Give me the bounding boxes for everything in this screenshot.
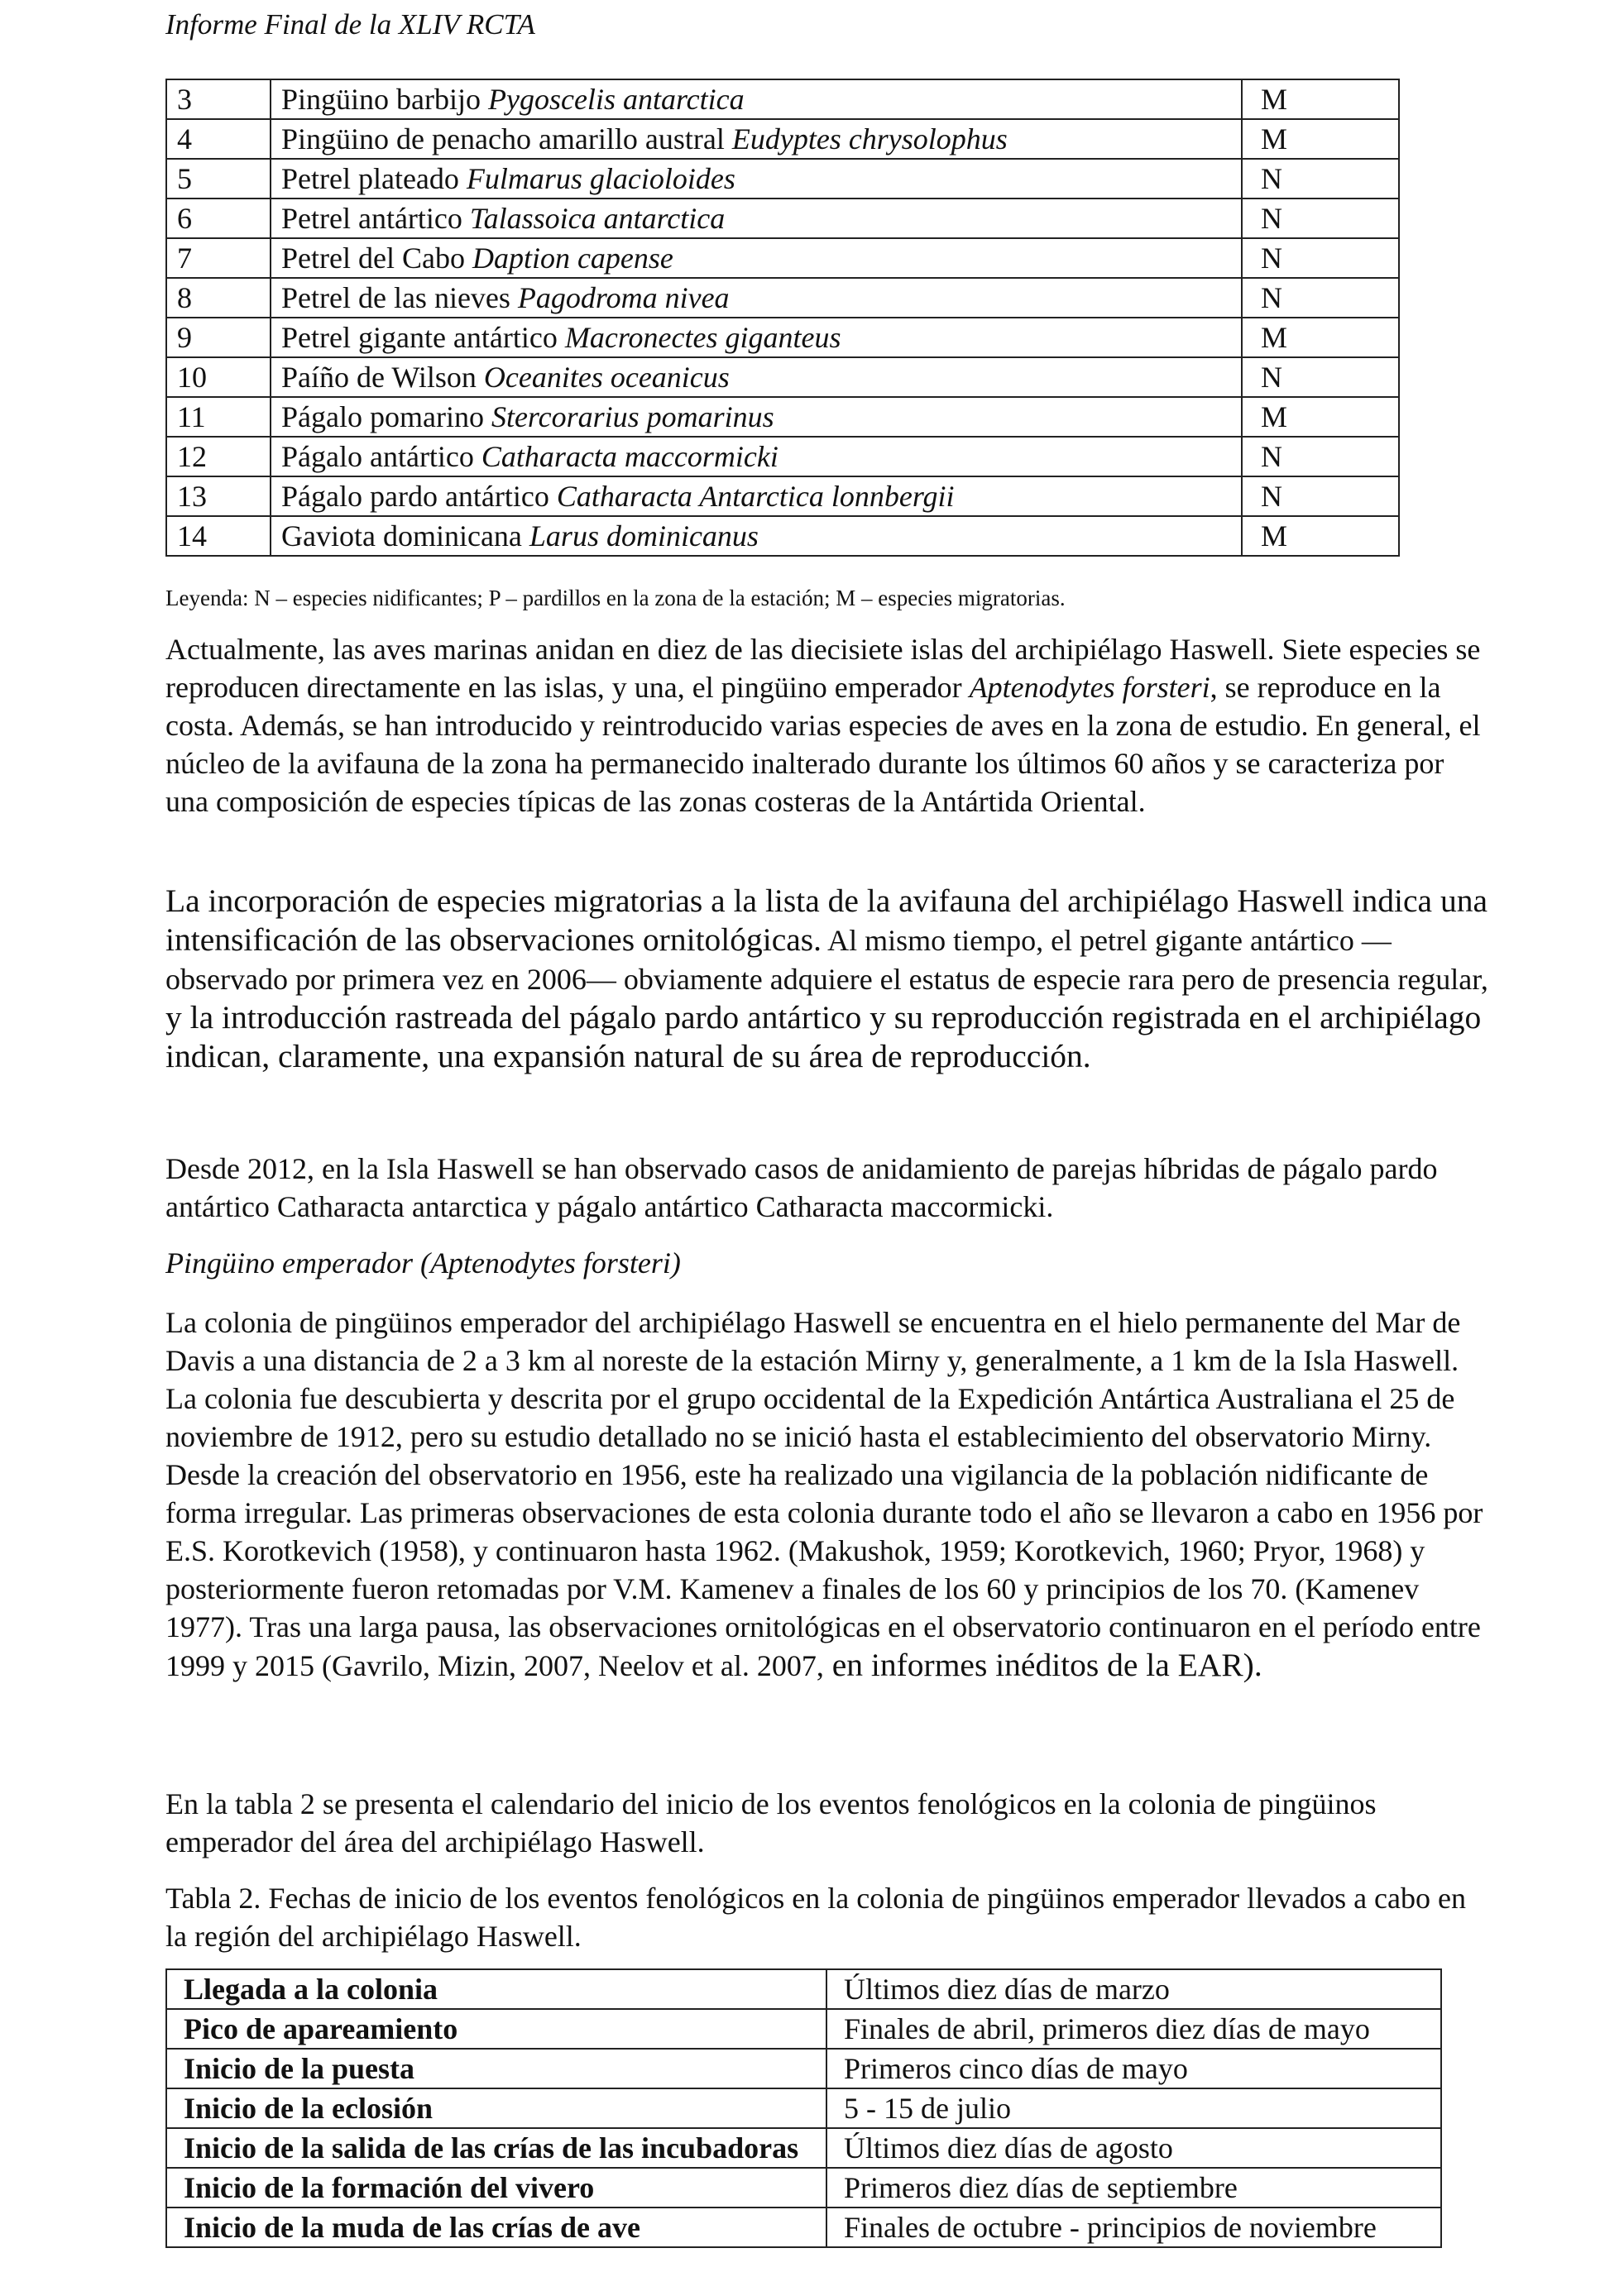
species-common-name: Gaviota dominicana <box>281 519 522 552</box>
species-name-cell <box>271 159 1242 199</box>
species-name-cell <box>271 199 1242 238</box>
species-status: N <box>1242 159 1399 199</box>
species-name-cell <box>271 278 1242 318</box>
species-common-name: Paíño de Wilson <box>281 361 477 394</box>
table-row <box>166 397 1399 437</box>
species-common-name: Petrel plateado <box>281 162 459 195</box>
species-number: 5 <box>166 159 271 199</box>
species-scientific-name: Fulmarus glacioloides <box>466 162 735 195</box>
phenology-date: Últimos diez días de marzo <box>826 1969 1441 2009</box>
table-row <box>166 2168 1441 2208</box>
species-number: 3 <box>166 79 271 119</box>
species-common-name: Pingüino de penacho amarillo austral <box>281 122 725 155</box>
table-row <box>166 2049 1441 2088</box>
phenology-date: Primeros cinco días de mayo <box>826 2049 1441 2088</box>
phenology-date: Primeros diez días de septiembre <box>826 2168 1441 2208</box>
species-number: 11 <box>166 397 271 437</box>
paragraph-migratory-species <box>165 882 1489 1076</box>
running-header: Informe Final de la XLIV RCTA <box>165 8 535 41</box>
species-status: N <box>1242 199 1399 238</box>
species-number: 7 <box>166 238 271 278</box>
paragraph-text: Al mismo tiempo, el petrel gigante antártico —observado por primera vez en 2006— obviamente adquiere el estatus de especie rara pero de presencia regular, <box>165 924 1488 996</box>
paragraph-text: , se reproduce en la costa. Además, se han introducido y reintroducido varias especies de aves en la zona de estudio. En general, el núcleo de la avifauna de la zona ha permanecido inalterado durante los últimos 60 años y se caracteriza por una composición de especies típicas de las zonas costeras de la Antártida Oriental. <box>165 671 1481 818</box>
species-number: 10 <box>166 357 271 397</box>
species-common-name: Págalo pomarino <box>281 400 484 433</box>
species-status: M <box>1242 397 1399 437</box>
species-name-cell <box>271 238 1242 278</box>
table2-caption: Tabla 2. Fechas de inicio de los eventos fenológicos en la colonia de pingüinos emperador llevados a cabo en la región del archipiélago Haswell. <box>165 1882 1466 1953</box>
phenology-date: Últimos diez días de agosto <box>826 2128 1441 2168</box>
species-table-body <box>166 79 1399 556</box>
paragraph-text: y la introducción rastreada del págalo pardo antártico y su reproducción registrada en el archipiélago indican, claramente, una expansión natural de su área de reproducción. <box>165 999 1482 1074</box>
species-name-cell <box>271 437 1242 476</box>
paragraph-text: La colonia de pingüinos emperador del archipiélago Haswell se encuentra en el hielo permanente del Mar de Davis a una distancia de 2 a 3 km al noreste de la estación Mirny y, generalmente, a 1 km de la Isla Haswell. La colonia fue descubierta y descrita por el grupo occidental de la Expedición Antártica Australiana el 25 de noviembre de 1912, pero su estudio detallado no se inició hasta el establecimiento del observatorio Mirny. Desde la creación del observatorio en 1956, este ha realizado una vigilancia de la población nidificante de forma irregular. Las primeras observaciones de esta colonia durante todo el año se llevaron a cabo en 1956 por E.S. Korotkevich (1958), y continuaron hasta 1962. (Makushok, 1959; Korotkevich, 1960; Pryor, 1968) y posteriormente fueron retomadas por V.M. Kamenev a finales de los 60 y principios de los 70. (Kamenev 1977). Tras una larga pausa, las observaciones ornitológicas en el observatorio continuaron en el período entre 1999 y 2015 (Gavrilo, Mizin, 2007, Neelov et al. 2007, <box>165 1306 1483 1682</box>
species-common-name: Pingüino barbijo <box>281 83 481 116</box>
paragraph-text: en informes inéditos de la EAR). <box>823 1647 1262 1683</box>
species-status: M <box>1242 516 1399 556</box>
species-status: N <box>1242 437 1399 476</box>
table-row <box>166 2208 1441 2247</box>
species-scientific-name: Daption capense <box>472 242 673 275</box>
paragraph-text: La incorporación de especies migratorias a la lista de la avifauna del archipiélago Haswell indica una intensificación de las observaciones ornitológicas. <box>165 883 1487 958</box>
species-scientific-name: Stercorarius pomarinus <box>491 400 774 433</box>
species-table <box>165 79 1400 557</box>
table-row <box>166 2009 1441 2049</box>
phenology-table-body <box>166 1969 1441 2247</box>
species-name-cell <box>271 79 1242 119</box>
species-common-name: Petrel del Cabo <box>281 242 465 275</box>
phenology-event: Inicio de la puesta <box>166 2049 826 2088</box>
species-legend: Leyenda: N – especies nidificantes; P – pardillos en la zona de la estación; M – especies migratorias. <box>165 586 1066 610</box>
species-status: M <box>1242 318 1399 357</box>
species-number: 6 <box>166 199 271 238</box>
subheading-emperor-penguin: Pingüino emperador (Aptenodytes forsteri) <box>165 1246 681 1280</box>
table-row <box>166 318 1399 357</box>
species-number: 13 <box>166 476 271 516</box>
phenology-event: Inicio de la eclosión <box>166 2088 826 2128</box>
species-name-cell <box>271 397 1242 437</box>
table-row <box>166 119 1399 159</box>
species-status: N <box>1242 238 1399 278</box>
phenology-event: Inicio de la muda de las crías de ave <box>166 2208 826 2247</box>
species-number: 14 <box>166 516 271 556</box>
phenology-event: Inicio de la formación del vivero <box>166 2168 826 2208</box>
species-status: M <box>1242 119 1399 159</box>
species-common-name: Petrel de las nieves <box>281 281 510 314</box>
species-scientific-name: Eudyptes chrysolophus <box>731 122 1008 155</box>
species-name-cell <box>271 357 1242 397</box>
phenology-event: Inicio de la salida de las crías de las incubadoras <box>166 2128 826 2168</box>
table-row <box>166 476 1399 516</box>
table-row <box>166 159 1399 199</box>
species-name-cell <box>271 516 1242 556</box>
species-scientific-name: Pagodroma nivea <box>517 281 730 314</box>
phenology-table <box>165 1968 1442 2248</box>
paragraph-hybrid-pairs: Desde 2012, en la Isla Haswell se han observado casos de anidamiento de parejas híbridas de págalo pardo antártico Catharacta antarctica y págalo antártico Catharacta maccormicki. <box>165 1152 1438 1223</box>
paragraph-emperor-colony <box>165 1303 1489 1685</box>
species-name-cell <box>271 318 1242 357</box>
species-number: 8 <box>166 278 271 318</box>
species-scientific-name: Oceanites oceanicus <box>483 361 730 394</box>
species-number: 9 <box>166 318 271 357</box>
phenology-event: Pico de apareamiento <box>166 2009 826 2049</box>
species-number: 12 <box>166 437 271 476</box>
phenology-date: 5 - 15 de julio <box>826 2088 1441 2128</box>
species-scientific-name: Macronectes giganteus <box>564 321 841 354</box>
phenology-date: Finales de abril, primeros diez días de mayo <box>826 2009 1441 2049</box>
table-row <box>166 2128 1441 2168</box>
species-common-name: Petrel antártico <box>281 202 462 235</box>
table-row <box>166 1969 1441 2009</box>
table-row <box>166 516 1399 556</box>
species-common-name: Petrel gigante antártico <box>281 321 558 354</box>
table-row <box>166 357 1399 397</box>
paragraph-seabirds-nesting <box>165 630 1489 820</box>
table-row <box>166 238 1399 278</box>
species-status: N <box>1242 476 1399 516</box>
species-status: N <box>1242 357 1399 397</box>
table-row <box>166 79 1399 119</box>
species-scientific-name: Talassoica antarctica <box>469 202 726 235</box>
species-name-italic: Aptenodytes forsteri <box>969 671 1210 704</box>
species-common-name: Págalo antártico <box>281 440 474 473</box>
species-scientific-name: Catharacta maccormicki <box>481 440 778 473</box>
species-name-cell <box>271 119 1242 159</box>
phenology-date: Finales de octubre - principios de noviembre <box>826 2208 1441 2247</box>
species-scientific-name: Larus dominicanus <box>529 519 759 552</box>
table-row <box>166 199 1399 238</box>
species-common-name: Págalo pardo antártico <box>281 480 549 513</box>
species-scientific-name: Catharacta Antarctica lonnbergii <box>556 480 955 513</box>
species-number: 4 <box>166 119 271 159</box>
table-row <box>166 2088 1441 2128</box>
table-row <box>166 278 1399 318</box>
species-status: N <box>1242 278 1399 318</box>
species-scientific-name: Pygoscelis antarctica <box>488 83 745 116</box>
species-status: M <box>1242 79 1399 119</box>
table-row <box>166 437 1399 476</box>
phenology-event: Llegada a la colonia <box>166 1969 826 2009</box>
species-name-cell <box>271 476 1242 516</box>
paragraph-text: Actualmente, las aves marinas anidan en diez de las diecisiete islas del archipiélago Haswell. Siete especies se reproducen directamente en las islas, y una, el pingüino emperador <box>165 633 1481 704</box>
paragraph-table-intro: En la tabla 2 se presenta el calendario del inicio de los eventos fenológicos en la colonia de pingüinos emperador del área del archipiélago Haswell. <box>165 1787 1377 1858</box>
